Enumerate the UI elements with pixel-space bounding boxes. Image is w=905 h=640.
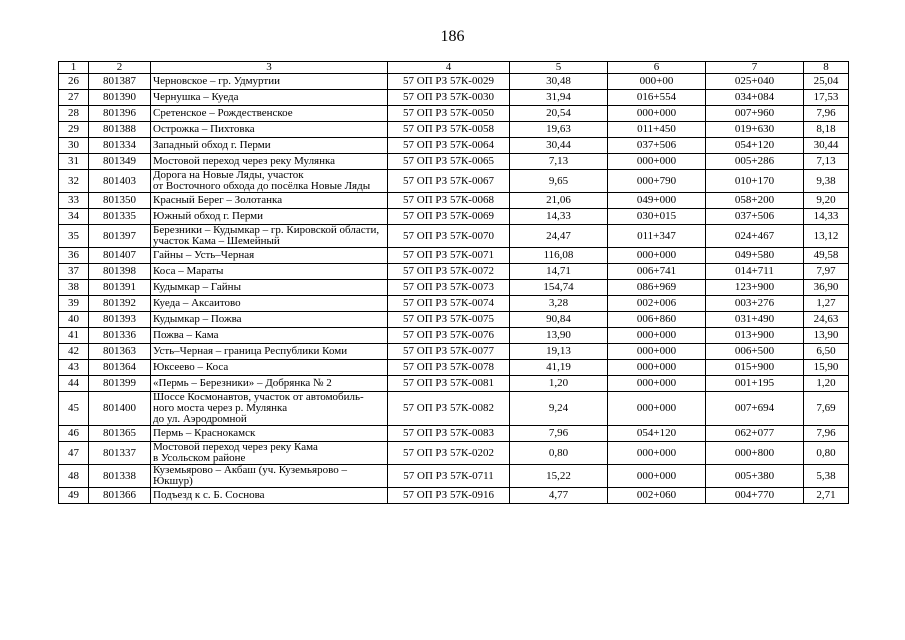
id-number-cell: 57 ОП РЗ 57К-0075 — [388, 312, 510, 328]
start-km-cell: 000+000 — [608, 154, 706, 170]
table-row — [59, 122, 849, 138]
id-number-cell: 57 ОП РЗ 57К-0071 — [388, 248, 510, 264]
table-row — [59, 90, 849, 106]
row-number-cell: 27 — [59, 90, 89, 106]
section-length-cell: 17,53 — [804, 90, 849, 106]
road-name-cell: Южный обход г. Перми — [151, 209, 388, 225]
row-number-cell: 48 — [59, 465, 89, 488]
table-row — [59, 376, 849, 392]
start-km-cell: 000+000 — [608, 328, 706, 344]
end-km-cell: 024+467 — [706, 225, 804, 248]
code-cell: 801390 — [89, 90, 151, 106]
code-cell: 801403 — [89, 170, 151, 193]
table-row — [59, 442, 849, 465]
id-number-cell: 57 ОП РЗ 57К-0076 — [388, 328, 510, 344]
road-name-cell: Дорога на Новые Ляды, участок от Восточного обхода до посёлка Новые Ляды — [151, 170, 388, 193]
end-km-cell: 034+084 — [706, 90, 804, 106]
row-number-cell: 40 — [59, 312, 89, 328]
table-row — [59, 248, 849, 264]
road-name-cell: Куземьярово – Акбаш (уч. Куземьярово – Юкшур) — [151, 465, 388, 488]
code-cell: 801407 — [89, 248, 151, 264]
section-length-cell: 1,27 — [804, 296, 849, 312]
end-km-cell: 013+900 — [706, 328, 804, 344]
row-number-cell: 36 — [59, 248, 89, 264]
table-row — [59, 106, 849, 122]
table-row — [59, 193, 849, 209]
row-number-cell: 47 — [59, 442, 89, 465]
end-km-cell: 014+711 — [706, 264, 804, 280]
table-row — [59, 264, 849, 280]
section-length-cell: 7,96 — [804, 426, 849, 442]
table-row — [59, 344, 849, 360]
table-row — [59, 465, 849, 488]
id-number-cell: 57 ОП РЗ 57К-0916 — [388, 488, 510, 504]
table-row — [59, 225, 849, 248]
total-length-cell: 15,22 — [510, 465, 608, 488]
total-length-cell: 21,06 — [510, 193, 608, 209]
road-name-cell: Куеда – Аксаитово — [151, 296, 388, 312]
section-length-cell: 9,20 — [804, 193, 849, 209]
page-number: 186 — [440, 28, 465, 45]
id-number-cell: 57 ОП РЗ 57К-0074 — [388, 296, 510, 312]
start-km-cell: 002+006 — [608, 296, 706, 312]
id-number-cell: 57 ОП РЗ 57К-0058 — [388, 122, 510, 138]
code-cell: 801366 — [89, 488, 151, 504]
total-length-cell: 13,90 — [510, 328, 608, 344]
end-km-cell: 025+040 — [706, 74, 804, 90]
row-number-cell: 38 — [59, 280, 89, 296]
end-km-cell: 005+380 — [706, 465, 804, 488]
start-km-cell: 016+554 — [608, 90, 706, 106]
total-length-cell: 3,28 — [510, 296, 608, 312]
row-number-cell: 46 — [59, 426, 89, 442]
section-length-cell: 13,12 — [804, 225, 849, 248]
start-km-cell: 000+000 — [608, 360, 706, 376]
code-cell: 801365 — [89, 426, 151, 442]
total-length-cell: 14,71 — [510, 264, 608, 280]
end-km-cell: 003+276 — [706, 296, 804, 312]
id-number-cell: 57 ОП РЗ 57К-0081 — [388, 376, 510, 392]
code-cell: 801336 — [89, 328, 151, 344]
section-length-cell: 25,04 — [804, 74, 849, 90]
row-number-cell: 43 — [59, 360, 89, 376]
row-number-cell: 26 — [59, 74, 89, 90]
id-number-cell: 57 ОП РЗ 57К-0711 — [388, 465, 510, 488]
road-name-cell: Шоссе Космонавтов, участок от автомобиль- ного моста через р. Мулянка до ул. Аэродромной — [151, 392, 388, 426]
column-header: 2 — [89, 62, 151, 74]
total-length-cell: 90,84 — [510, 312, 608, 328]
road-name-cell: Подъезд к с. Б. Соснова — [151, 488, 388, 504]
section-length-cell: 7,96 — [804, 106, 849, 122]
total-length-cell: 4,77 — [510, 488, 608, 504]
section-length-cell: 1,20 — [804, 376, 849, 392]
start-km-cell: 000+000 — [608, 376, 706, 392]
section-length-cell: 7,69 — [804, 392, 849, 426]
section-length-cell: 49,58 — [804, 248, 849, 264]
table-row — [59, 74, 849, 90]
table-row — [59, 488, 849, 504]
road-name-cell: Красный Берег – Золотанка — [151, 193, 388, 209]
road-name-cell: Кудымкар – Пожва — [151, 312, 388, 328]
total-length-cell: 7,96 — [510, 426, 608, 442]
id-number-cell: 57 ОП РЗ 57К-0202 — [388, 442, 510, 465]
row-number-cell: 37 — [59, 264, 89, 280]
table-row — [59, 154, 849, 170]
id-number-cell: 57 ОП РЗ 57К-0073 — [388, 280, 510, 296]
road-name-cell: Сретенское – Рождественское — [151, 106, 388, 122]
column-header: 5 — [510, 62, 608, 74]
code-cell: 801363 — [89, 344, 151, 360]
column-header: 3 — [151, 62, 388, 74]
end-km-cell: 007+960 — [706, 106, 804, 122]
row-number-cell: 39 — [59, 296, 89, 312]
id-number-cell: 57 ОП РЗ 57К-0082 — [388, 392, 510, 426]
roads-table — [58, 61, 849, 504]
start-km-cell: 000+790 — [608, 170, 706, 193]
section-length-cell: 0,80 — [804, 442, 849, 465]
total-length-cell: 9,65 — [510, 170, 608, 193]
start-km-cell: 006+860 — [608, 312, 706, 328]
start-km-cell: 000+000 — [608, 442, 706, 465]
start-km-cell: 000+000 — [608, 106, 706, 122]
row-number-cell: 28 — [59, 106, 89, 122]
id-number-cell: 57 ОП РЗ 57К-0083 — [388, 426, 510, 442]
column-header: 1 — [59, 62, 89, 74]
section-length-cell: 6,50 — [804, 344, 849, 360]
end-km-cell: 004+770 — [706, 488, 804, 504]
total-length-cell: 14,33 — [510, 209, 608, 225]
id-number-cell: 57 ОП РЗ 57К-0068 — [388, 193, 510, 209]
section-length-cell: 2,71 — [804, 488, 849, 504]
table-row — [59, 138, 849, 154]
end-km-cell: 054+120 — [706, 138, 804, 154]
end-km-cell: 037+506 — [706, 209, 804, 225]
end-km-cell: 010+170 — [706, 170, 804, 193]
table-row — [59, 312, 849, 328]
road-name-cell: Березники – Кудымкар – гр. Кировской области, участок Кама – Шемейный — [151, 225, 388, 248]
start-km-cell: 030+015 — [608, 209, 706, 225]
table-row — [59, 360, 849, 376]
end-km-cell: 049+580 — [706, 248, 804, 264]
road-name-cell: Чернушка – Куеда — [151, 90, 388, 106]
row-number-cell: 41 — [59, 328, 89, 344]
table-row — [59, 296, 849, 312]
id-number-cell: 57 ОП РЗ 57К-0069 — [388, 209, 510, 225]
id-number-cell: 57 ОП РЗ 57К-0050 — [388, 106, 510, 122]
section-length-cell: 24,63 — [804, 312, 849, 328]
start-km-cell: 006+741 — [608, 264, 706, 280]
end-km-cell: 007+694 — [706, 392, 804, 426]
start-km-cell: 086+969 — [608, 280, 706, 296]
section-length-cell: 9,38 — [804, 170, 849, 193]
end-km-cell: 015+900 — [706, 360, 804, 376]
table-row — [59, 209, 849, 225]
id-number-cell: 57 ОП РЗ 57К-0078 — [388, 360, 510, 376]
end-km-cell: 031+490 — [706, 312, 804, 328]
code-cell: 801391 — [89, 280, 151, 296]
column-header: 4 — [388, 62, 510, 74]
total-length-cell: 0,80 — [510, 442, 608, 465]
total-length-cell: 30,44 — [510, 138, 608, 154]
total-length-cell: 1,20 — [510, 376, 608, 392]
header-row — [59, 62, 849, 74]
end-km-cell: 123+900 — [706, 280, 804, 296]
start-km-cell: 011+450 — [608, 122, 706, 138]
code-cell: 801393 — [89, 312, 151, 328]
table-row — [59, 426, 849, 442]
table-body — [59, 74, 849, 504]
row-number-cell: 32 — [59, 170, 89, 193]
row-number-cell: 35 — [59, 225, 89, 248]
code-cell: 801337 — [89, 442, 151, 465]
id-number-cell: 57 ОП РЗ 57К-0064 — [388, 138, 510, 154]
total-length-cell: 41,19 — [510, 360, 608, 376]
section-length-cell: 8,18 — [804, 122, 849, 138]
road-name-cell: Черновское – гр. Удмуртии — [151, 74, 388, 90]
column-header: 8 — [804, 62, 849, 74]
code-cell: 801350 — [89, 193, 151, 209]
row-number-cell: 29 — [59, 122, 89, 138]
code-cell: 801334 — [89, 138, 151, 154]
road-name-cell: «Пермь – Березники» – Добрянка № 2 — [151, 376, 388, 392]
code-cell: 801399 — [89, 376, 151, 392]
total-length-cell: 116,08 — [510, 248, 608, 264]
code-cell: 801349 — [89, 154, 151, 170]
end-km-cell: 058+200 — [706, 193, 804, 209]
row-number-cell: 42 — [59, 344, 89, 360]
section-length-cell: 36,90 — [804, 280, 849, 296]
start-km-cell: 000+000 — [608, 248, 706, 264]
id-number-cell: 57 ОП РЗ 57К-0065 — [388, 154, 510, 170]
end-km-cell: 005+286 — [706, 154, 804, 170]
table-row — [59, 280, 849, 296]
id-number-cell: 57 ОП РЗ 57К-0070 — [388, 225, 510, 248]
road-name-cell: Мостовой переход через реку Мулянка — [151, 154, 388, 170]
total-length-cell: 24,47 — [510, 225, 608, 248]
section-length-cell: 15,90 — [804, 360, 849, 376]
road-name-cell: Западный обход г. Перми — [151, 138, 388, 154]
id-number-cell: 57 ОП РЗ 57К-0077 — [388, 344, 510, 360]
road-name-cell: Мостовой переход через реку Кама в Усольском районе — [151, 442, 388, 465]
total-length-cell: 31,94 — [510, 90, 608, 106]
total-length-cell: 20,54 — [510, 106, 608, 122]
code-cell: 801397 — [89, 225, 151, 248]
road-name-cell: Юксеево – Коса — [151, 360, 388, 376]
column-header: 7 — [706, 62, 804, 74]
end-km-cell: 001+195 — [706, 376, 804, 392]
id-number-cell: 57 ОП РЗ 57К-0072 — [388, 264, 510, 280]
row-number-cell: 44 — [59, 376, 89, 392]
road-name-cell: Кудымкар – Гайны — [151, 280, 388, 296]
start-km-cell: 037+506 — [608, 138, 706, 154]
road-name-cell: Пожва – Кама — [151, 328, 388, 344]
code-cell: 801387 — [89, 74, 151, 90]
road-name-cell: Коса – Мараты — [151, 264, 388, 280]
row-number-cell: 45 — [59, 392, 89, 426]
road-name-cell: Пермь – Краснокамск — [151, 426, 388, 442]
table-row — [59, 328, 849, 344]
code-cell: 801400 — [89, 392, 151, 426]
id-number-cell: 57 ОП РЗ 57К-0029 — [388, 74, 510, 90]
end-km-cell: 062+077 — [706, 426, 804, 442]
end-km-cell: 000+800 — [706, 442, 804, 465]
code-cell: 801338 — [89, 465, 151, 488]
total-length-cell: 30,48 — [510, 74, 608, 90]
total-length-cell: 154,74 — [510, 280, 608, 296]
section-length-cell: 7,13 — [804, 154, 849, 170]
total-length-cell: 7,13 — [510, 154, 608, 170]
start-km-cell: 000+000 — [608, 344, 706, 360]
id-number-cell: 57 ОП РЗ 57К-0030 — [388, 90, 510, 106]
road-name-cell: Гайны – Усть–Черная — [151, 248, 388, 264]
row-number-cell: 31 — [59, 154, 89, 170]
total-length-cell: 19,63 — [510, 122, 608, 138]
start-km-cell: 011+347 — [608, 225, 706, 248]
code-cell: 801388 — [89, 122, 151, 138]
start-km-cell: 000+00 — [608, 74, 706, 90]
section-length-cell: 13,90 — [804, 328, 849, 344]
start-km-cell: 054+120 — [608, 426, 706, 442]
start-km-cell: 049+000 — [608, 193, 706, 209]
code-cell: 801398 — [89, 264, 151, 280]
row-number-cell: 33 — [59, 193, 89, 209]
code-cell: 801335 — [89, 209, 151, 225]
section-length-cell: 30,44 — [804, 138, 849, 154]
row-number-cell: 30 — [59, 138, 89, 154]
table-row — [59, 170, 849, 193]
road-name-cell: Усть–Черная – граница Республики Коми — [151, 344, 388, 360]
code-cell: 801364 — [89, 360, 151, 376]
end-km-cell: 006+500 — [706, 344, 804, 360]
row-number-cell: 34 — [59, 209, 89, 225]
code-cell: 801396 — [89, 106, 151, 122]
section-length-cell: 7,97 — [804, 264, 849, 280]
id-number-cell: 57 ОП РЗ 57К-0067 — [388, 170, 510, 193]
start-km-cell: 000+000 — [608, 392, 706, 426]
total-length-cell: 19,13 — [510, 344, 608, 360]
table-row — [59, 392, 849, 426]
section-length-cell: 14,33 — [804, 209, 849, 225]
code-cell: 801392 — [89, 296, 151, 312]
start-km-cell: 000+000 — [608, 465, 706, 488]
start-km-cell: 002+060 — [608, 488, 706, 504]
section-length-cell: 5,38 — [804, 465, 849, 488]
total-length-cell: 9,24 — [510, 392, 608, 426]
road-name-cell: Острожка – Пихтовка — [151, 122, 388, 138]
row-number-cell: 49 — [59, 488, 89, 504]
end-km-cell: 019+630 — [706, 122, 804, 138]
column-header: 6 — [608, 62, 706, 74]
